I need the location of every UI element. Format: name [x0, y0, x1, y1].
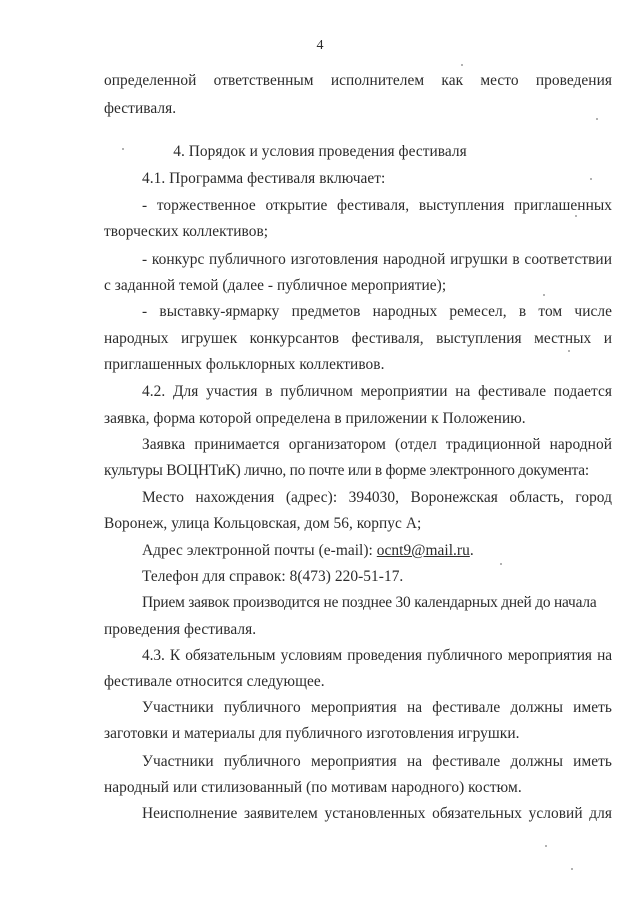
text-line: Заявка принимается организатором (отдел традиционной народной — [142, 436, 612, 453]
text-line: - конкурс публичного изготовления народной игрушки в соответствии — [142, 251, 612, 268]
text-line: 4.2. Для участия в публичном мероприятии на фестивале подается — [142, 383, 612, 400]
text-line: Место нахождения (адрес): 394030, Воронежская область, город — [142, 489, 612, 506]
text-line: заявка, форма которой определена в приложении к Положению. — [104, 410, 526, 427]
section-heading: 4. Порядок и условия проведения фестиваля — [173, 143, 467, 160]
text-line: Неисполнение заявителем установленных обязательных условий для — [142, 805, 612, 822]
scan-speck — [575, 215, 577, 217]
text-line: Участники публичного мероприятия на фестивале должны иметь — [142, 753, 612, 770]
scan-speck — [500, 563, 502, 565]
page-number: 4 — [316, 38, 324, 53]
text-line: Телефон для справок: 8(473) 220-51-17. — [142, 568, 404, 585]
scan-speck — [596, 118, 598, 120]
text-line: 4.3. К обязательным условиям проведения публичного мероприятия на — [142, 647, 612, 664]
scan-speck — [545, 845, 547, 847]
text-line: Воронеж, улица Кольцовская, дом 56, корпус А; — [104, 515, 422, 532]
text-line: Участники публичного мероприятия на фестивале должны иметь — [142, 699, 612, 716]
email-line — [142, 541, 612, 561]
text-line: 4.1. Программа фестиваля включает: — [142, 170, 386, 187]
email-label: Адрес электронной почты (e-mail): — [142, 542, 373, 559]
text-line: заготовки и материалы для публичного изготовления игрушки. — [104, 725, 520, 742]
scan-speck — [571, 868, 573, 870]
text-line: Прием заявок производится не позднее 30 календарных дней до начала — [142, 594, 597, 611]
text-line: фестивале относится следующее. — [104, 673, 325, 690]
text-line: - торжественное открытие фестиваля, выступления приглашенных — [142, 197, 612, 214]
text-line: проведения фестиваля. — [104, 621, 257, 638]
scan-speck — [590, 178, 592, 180]
text-line: приглашенных фольклорных коллективов. — [104, 356, 385, 373]
scan-speck — [568, 350, 570, 352]
scan-speck — [461, 64, 463, 66]
email-suffix: . — [469, 542, 474, 559]
text-line: определенной ответственным исполнителем как место проведения — [104, 72, 612, 89]
text-line: фестиваля. — [104, 100, 177, 117]
text-line: народный или стилизованный (по мотивам народного) костюм. — [104, 779, 522, 796]
text-line: творческих коллективов; — [104, 223, 269, 240]
scan-speck — [122, 148, 124, 150]
text-line: с заданной темой (далее - публичное мероприятие); — [104, 277, 447, 294]
text-line: - выставку-ярмарку предметов народных ремесел, в том числе — [142, 303, 612, 320]
text-line: культуры ВОЦНТиК) лично, по почте или в форме электронного документа: — [104, 462, 589, 479]
text-line: народных игрушек конкурсантов фестиваля, выступления местных и — [104, 330, 612, 347]
scan-speck — [543, 294, 545, 296]
email-link[interactable]: ocnt9@mail.ru — [376, 542, 470, 559]
